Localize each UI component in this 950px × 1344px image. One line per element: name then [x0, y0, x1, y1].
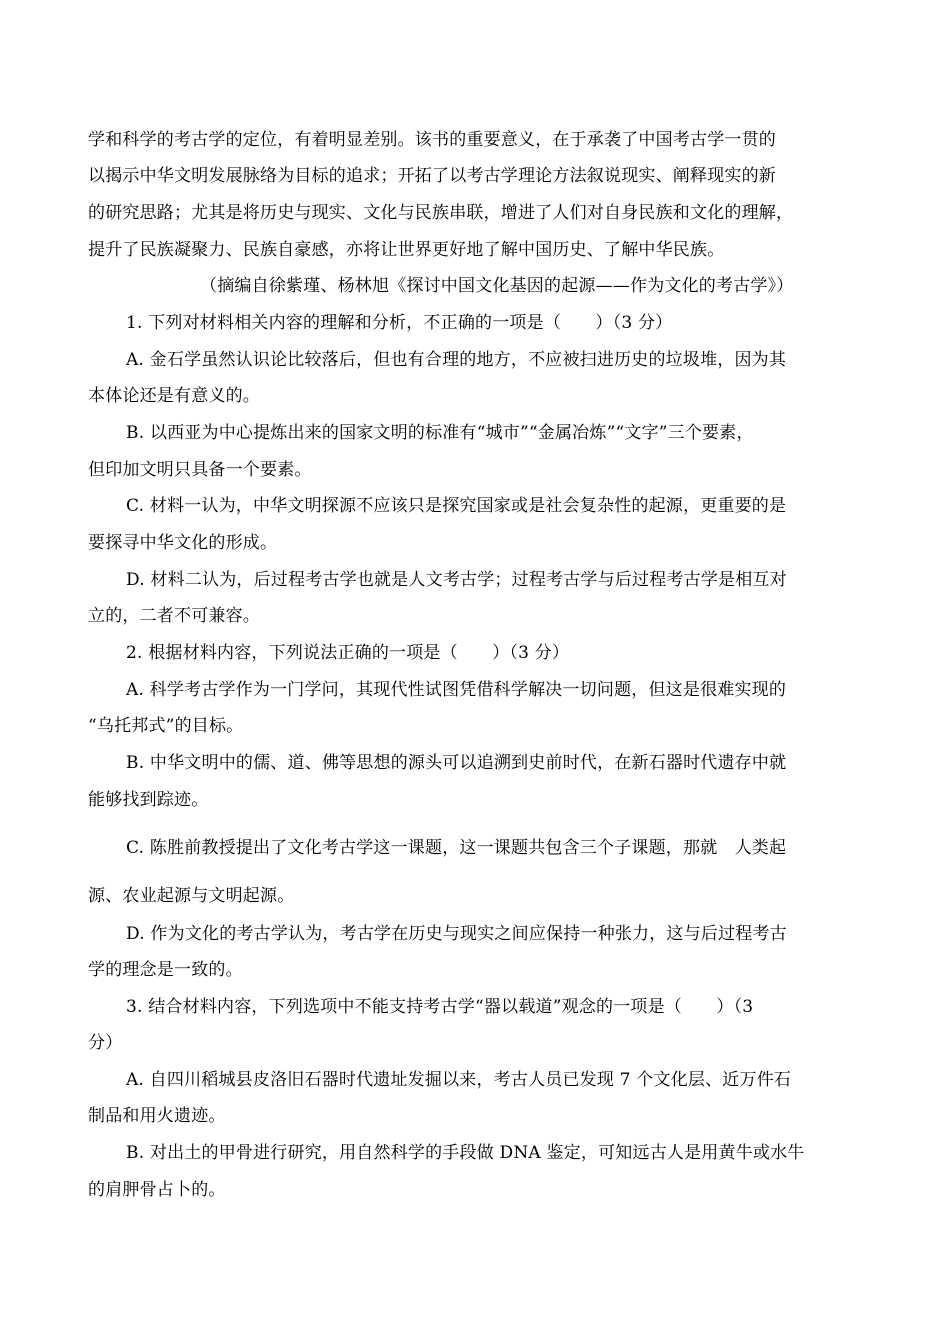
question-2-option-c: C. 陈胜前教授提出了文化考古学这一课题，这一课题共包含三个子课题，那就 人类起 [126, 838, 787, 858]
question-3-option-a: A. 自四川稻城县皮洛旧石器时代遗址发掘以来，考古人员已发现 7 个文化层、近万件石 [126, 1070, 792, 1090]
question-1-stem: 1. 下列对材料相关内容的理解和分析，不正确的一项是（ ）（3 分） [126, 313, 673, 333]
question-1-option-b: B. 以西亚为中心提炼出来的国家文明的标准有“城市”“金属冶炼”“文字”三个要素， [126, 423, 754, 443]
passage-line: 的研究思路；尤其是将历史与现实、文化与民族串联，增进了人们对自身民族和文化的理解， [88, 203, 794, 223]
question-1-option-c: C. 材料一认为，中华文明探源不应该只是探究国家或是社会复杂性的起源，更重要的是 [126, 496, 787, 516]
question-3-option-a-cont: 制品和用火遗迹。 [88, 1106, 226, 1126]
question-3-stem: 3. 结合材料内容，下列选项中不能支持考古学“器以载道”观念的一项是（ ）（3 [126, 997, 754, 1017]
passage-line: 学和科学的考古学的定位，有着明显差别。该书的重要意义，在于承袭了中国考古学一贯的 [88, 130, 776, 150]
question-2-option-d-cont: 学的理念是一致的。 [88, 960, 243, 980]
question-2-option-c-cont: 源、农业起源与文明起源。 [88, 886, 295, 906]
question-2-option-a-cont: “乌托邦式”的目标。 [88, 716, 244, 736]
question-2-option-a: A. 科学考古学作为一门学问，其现代性试图凭借科学解决一切问题，但这是很难实现的 [126, 680, 787, 700]
question-2-option-b-cont: 能够找到踪迹。 [88, 790, 209, 810]
question-1-option-d: D. 材料二认为，后过程考古学也就是人文考古学；过程考古学与后过程考古学是相互对 [126, 570, 787, 590]
passage-line: 以揭示中华文明发展脉络为目标的追求；开拓了以考古学理论方法叙说现实、阐释现实的新 [88, 166, 776, 186]
question-3-stem-cont: 分） [88, 1033, 123, 1053]
question-2-stem: 2. 根据材料内容，下列说法正确的一项是（ ）（3 分） [126, 643, 570, 663]
question-1-option-b-cont: 但印加文明只具备一个要素。 [88, 460, 312, 480]
question-2-option-b: B. 中华文明中的儒、道、佛等思想的源头可以追溯到史前时代，在新石器时代遗存中就 [126, 753, 787, 773]
question-3-option-b: B. 对出土的甲骨进行研究，用自然科学的手段做 DNA 鉴定，可知远古人是用黄牛或水牛 [126, 1143, 805, 1163]
passage-source: （摘编自徐紫瑾、杨林旭《探讨中国文化基因的起源——作为文化的考古学》） [200, 276, 794, 296]
question-1-option-a-cont: 本体论还是有意义的。 [88, 386, 260, 406]
question-1-option-a: A. 金石学虽然认识论比较落后，但也有合理的地方，不应被扫进历史的垃圾堆，因为其 [126, 350, 787, 370]
question-1-option-c-cont: 要探寻中华文化的形成。 [88, 533, 278, 553]
question-1-option-d-cont: 立的，二者不可兼容。 [88, 606, 260, 626]
question-3-option-b-cont: 的肩胛骨占卜的。 [88, 1180, 226, 1200]
question-2-option-d: D. 作为文化的考古学认为，考古学在历史与现实之间应保持一种张力，这与后过程考古 [126, 924, 787, 944]
passage-line: 提升了民族凝聚力、民族自豪感，亦将让世界更好地了解中国历史、了解中华民族。 [88, 240, 725, 260]
